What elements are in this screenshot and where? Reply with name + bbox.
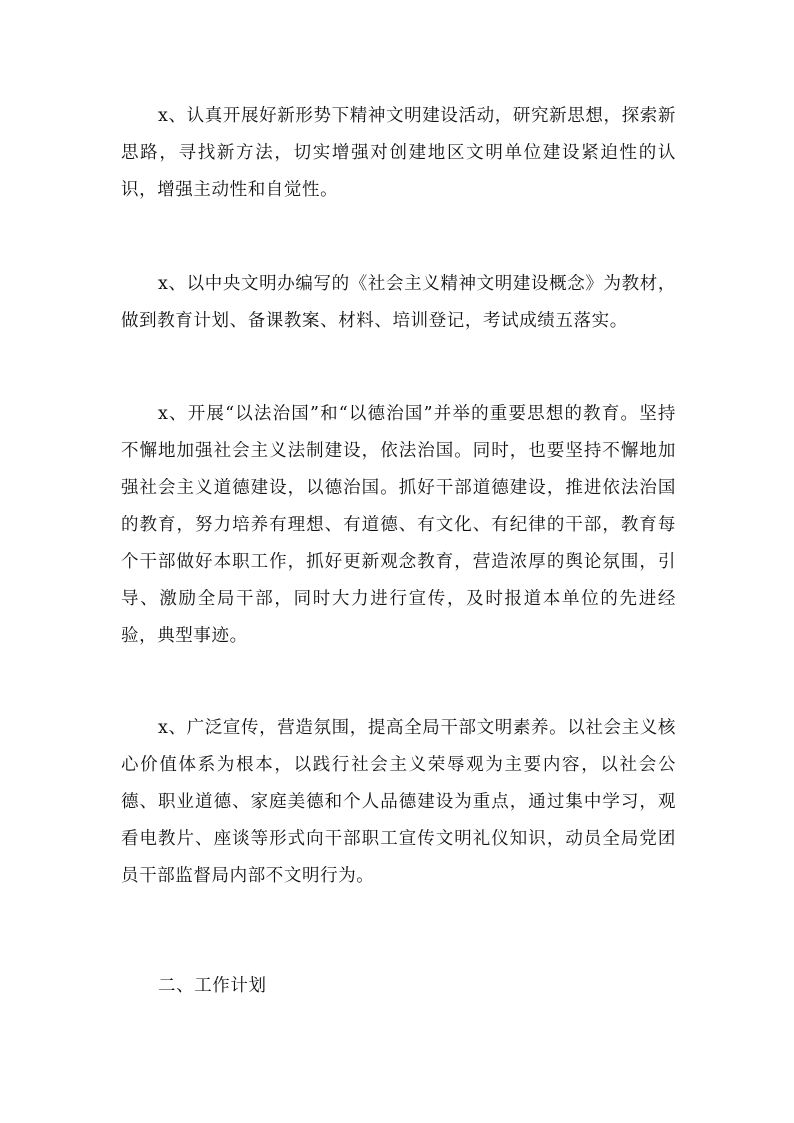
paragraph-4: x、广泛宣传，营造氛围，提高全局干部文明素养。以社会主义核心价值体系为根本，以践行社会主义荣辱观为主要内容，以社会公德、职业道德、家庭美德和个人品德建设为重点，通过集中学习，观看电教片、座谈等形式向干部职工宣传文明礼仪知识，动员全局党团员干部监督局内部不文明行为。 [121, 718, 676, 886]
paragraph-3: x、开展“以法治国”和“以德治国”并举的重要思想的教育。坚持不懈地加强社会主义法制建设，依法治国。同时，也要坚持不懈地加强社会主义道德建设，以德治国。抓好干部道德建设，推进依法治国的教育，努力培养有理想、有道德、有文化、有纪律的干部，教育每个干部做好本职工作，抓好更新观念教育，营造浓厚的舆论氛围，引导、激励全局干部，同时大力进行宣传，及时报道本单位的先进经验，典型事迹。 [121, 404, 676, 646]
paragraph-2: x、以中央文明办编写的《社会主义精神文明建设概念》为教材，做到教育计划、备课教案、材料、培训登记，考试成绩五落实。 [121, 274, 676, 331]
section-heading: 二、工作计划 [158, 976, 267, 996]
paragraph-1: x、认真开展好新形势下精神文明建设活动，研究新思想，探索新思路，寻找新方法，切实增强对创建地区文明单位建设紧迫性的认识，增强主动性和自觉性。 [121, 106, 676, 200]
